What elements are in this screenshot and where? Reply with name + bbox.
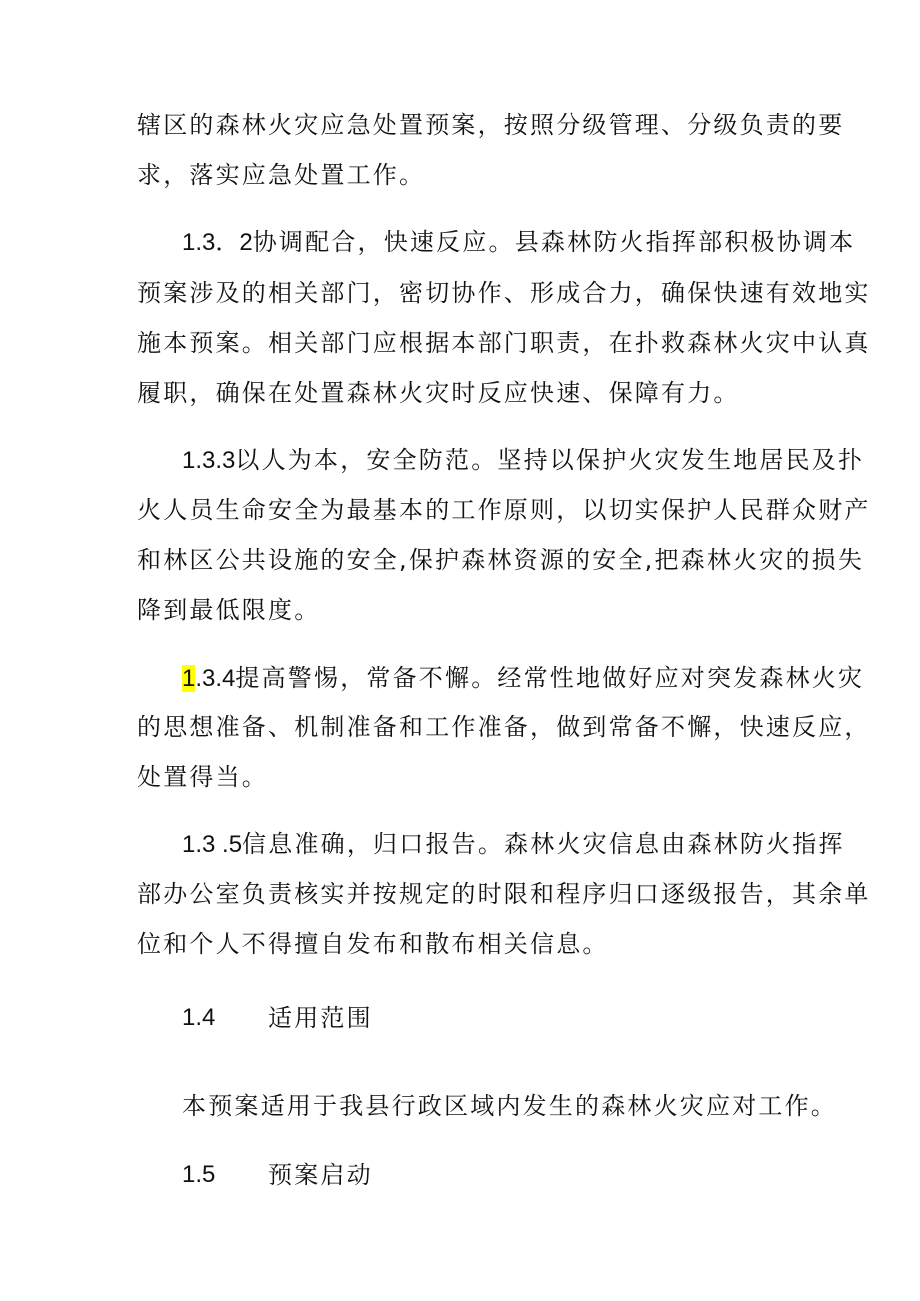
paragraph-line: 求，落实应急处置工作。 [137, 161, 426, 189]
paragraph-first-line [182, 829, 845, 860]
paragraph-text: 协调配合，快速反应。县森林防火指挥部积极协调本 [252, 228, 856, 256]
section-number: .3.4 [195, 665, 236, 692]
paragraph-line: 降到最低限度。 [137, 596, 321, 624]
paragraph-first-line [182, 663, 864, 694]
paragraph-line: 辖区的森林火灾应急处置预案，按照分级管理、分级负责的要 [137, 111, 845, 139]
paragraph-first-line [182, 445, 864, 476]
highlighted-number: 1 [182, 665, 196, 692]
paragraph-line: 的思想准备、机制准备和工作准备，做到常备不懈，快速反应， [137, 713, 871, 741]
paragraph-line: 和林区公共设施的安全,保护森林资源的安全,把森林火灾的损失 [137, 546, 865, 574]
paragraph-line: 处置得当。 [137, 763, 268, 791]
heading-title: 适用范围 [268, 1004, 373, 1032]
heading-title: 预案启动 [268, 1161, 373, 1189]
paragraph-first-line [182, 227, 855, 258]
section-number: 1.3．2 [182, 229, 253, 256]
paragraph-line: 履职，确保在处置森林火灾时反应快速、保障有力。 [137, 379, 740, 407]
paragraph-text: 提高警惕，常备不懈。经常性地做好应对突发森林火灾 [235, 664, 865, 692]
paragraph-line: 部办公室负责核实并按规定的时限和程序归口逐级报告，其余单 [137, 880, 871, 908]
paragraph-line: 火人员生命安全为最基本的工作原则，以切实保护人民群众财产 [137, 496, 871, 524]
section-number: 1.3 .5 [182, 831, 243, 858]
paragraph-text: 以人为本，安全防范。坚持以保护火灾发生地居民及扑 [235, 446, 865, 474]
paragraph-line: 施本预案。相关部门应根据本部门职责，在扑救森林火灾中认真 [137, 329, 871, 357]
paragraph-line: 预案涉及的相关部门，密切协作、形成合力，确保快速有效地实 [137, 279, 871, 307]
heading-number: 1.4 [182, 1004, 216, 1031]
paragraph-line: 本预案适用于我县行政区域内发生的森林火灾应对工作。 [182, 1092, 837, 1120]
paragraph-text: 信息准确，归口报告。森林火灾信息由森林防火指挥 [242, 830, 845, 858]
paragraph-line: 位和个人不得擅自发布和散布相关信息。 [137, 930, 609, 958]
section-number: 1.3.3 [182, 447, 236, 474]
heading-number: 1.5 [182, 1161, 216, 1188]
